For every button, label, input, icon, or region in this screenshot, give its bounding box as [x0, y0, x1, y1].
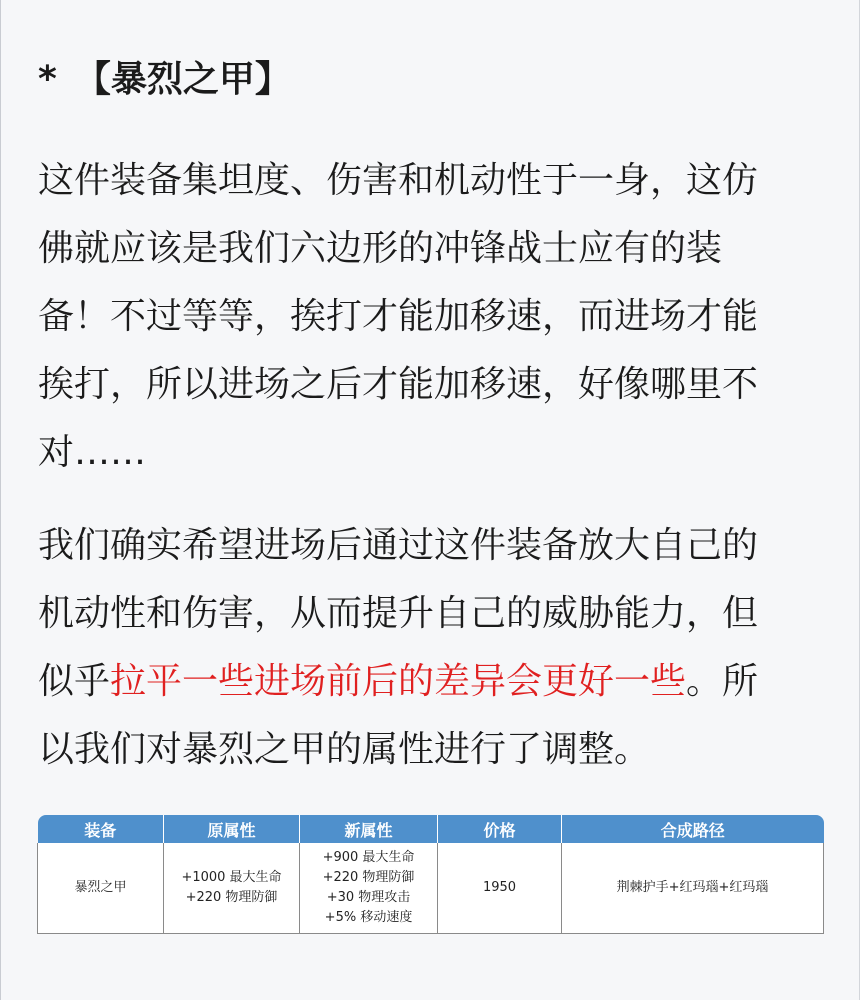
paragraph-adjustment	[38, 512, 828, 784]
bullet-star: *	[38, 59, 57, 100]
stats-table	[37, 815, 824, 934]
paragraph-line: 佛就应该是我们六边形的冲锋战士应有的装	[38, 228, 723, 269]
attr-line: +5% 移动速度	[324, 910, 413, 925]
attr-line: +900 最大生命	[322, 850, 415, 865]
header-recipe: 合成路径	[562, 815, 824, 843]
cell-recipe: 荆棘护手+红玛瑙+红玛瑙	[562, 843, 824, 934]
header-old-attributes: 原属性	[164, 815, 300, 843]
cell-price: 1950	[438, 843, 562, 934]
cell-item-name: 暴烈之甲	[38, 843, 164, 934]
paragraph-line: 挨打，所以进场之后才能加移速，好像哪里不	[38, 364, 759, 405]
attr-line: +220 物理防御	[322, 870, 415, 885]
text-suffix: 。所	[686, 661, 759, 702]
header-equipment: 装备	[38, 815, 164, 843]
left-edge-line	[0, 0, 1, 1000]
paragraph-line: 我们确实希望进场后通过这件装备放大自己的	[38, 525, 759, 566]
attr-line: +30 物理攻击	[326, 890, 411, 905]
paragraph-line	[38, 648, 828, 716]
cell-new-attributes	[300, 843, 438, 934]
heading-title: 【暴烈之甲】	[74, 59, 291, 100]
paragraph-line: 以我们对暴烈之甲的属性进行了调整。	[38, 729, 651, 770]
header-price: 价格	[438, 815, 562, 843]
paragraph-line: 机动性和伤害，从而提升自己的威胁能力，但	[38, 593, 759, 634]
header-new-attributes: 新属性	[300, 815, 438, 843]
attr-line: +220 物理防御	[185, 890, 278, 905]
paragraph-line: 备！不过等等，挨打才能加移速，而进场才能	[38, 296, 759, 337]
paragraph-line: 对……	[38, 432, 147, 473]
paragraph-line: 这件装备集坦度、伤害和机动性于一身，这仿	[38, 160, 759, 201]
attr-line: +1000 最大生命	[181, 870, 282, 885]
cell-old-attributes	[164, 843, 300, 934]
text-prefix: 似乎	[38, 661, 111, 702]
paragraph-intro	[38, 147, 828, 487]
table-header-row	[38, 815, 824, 843]
section-heading	[38, 55, 291, 105]
equipment-table	[37, 815, 823, 934]
highlighted-text: 拉平一些进场前后的差异会更好一些	[110, 661, 687, 702]
table-row	[38, 843, 824, 934]
